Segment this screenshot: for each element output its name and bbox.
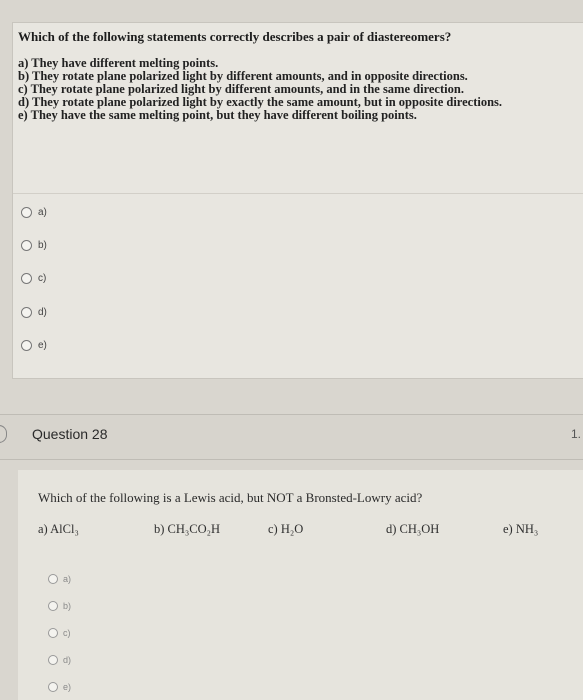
answer-statement-a: a) They have different melting points. [18, 56, 219, 70]
option-label: b) [63, 601, 72, 611]
question-27-text [18, 29, 578, 122]
option-e[interactable] [21, 340, 47, 351]
choice-c: c) H₂O [268, 522, 304, 536]
radio-button[interactable] [21, 340, 32, 351]
option-label: a) [38, 207, 47, 218]
question-27-panel [12, 22, 583, 379]
question-title: Question 28 [32, 426, 108, 442]
option-e[interactable] [48, 682, 71, 692]
option-label: d) [63, 655, 72, 665]
radio-button[interactable] [21, 307, 32, 318]
choice-e: e) NH₃ [503, 522, 539, 536]
option-a[interactable] [48, 574, 71, 584]
radio-button[interactable] [21, 273, 32, 284]
radio-button[interactable] [48, 628, 58, 638]
option-c[interactable] [48, 628, 71, 638]
option-label: c) [38, 273, 47, 284]
option-b[interactable] [48, 601, 71, 611]
divider [13, 193, 583, 194]
option-label: b) [38, 240, 47, 251]
radio-button[interactable] [21, 207, 32, 218]
choice-d: d) CH₃OH [386, 522, 440, 536]
radio-button[interactable] [48, 574, 58, 584]
option-b[interactable] [21, 240, 47, 251]
question-27-stem: Which of the following statements correctly describes a pair of diastereomers? [18, 29, 452, 44]
question-28-header [0, 414, 583, 460]
option-label: c) [63, 628, 71, 638]
answer-statement-d: d) They rotate plane polarized light by exactly the same amount, but in opposite directions. [18, 95, 503, 109]
answer-statement-b: b) They rotate plane polarized light by different amounts, and in opposite directions. [18, 69, 468, 83]
choice-a: a) AlCl₃ [38, 522, 79, 536]
question-28-panel [18, 470, 583, 700]
option-label: d) [38, 307, 47, 318]
radio-button[interactable] [21, 240, 32, 251]
option-label: e) [38, 340, 47, 351]
radio-button[interactable] [48, 601, 58, 611]
answer-statement-e: e) They have the same melting point, but they have different boiling points. [18, 108, 417, 122]
radio-button[interactable] [48, 655, 58, 665]
answer-statement-c: c) They rotate plane polarized light by different amounts, and in the same direction. [18, 82, 464, 96]
flag-icon[interactable] [0, 425, 7, 443]
option-d[interactable] [48, 655, 71, 665]
option-d[interactable] [21, 307, 47, 318]
option-label: e) [63, 682, 72, 692]
question-28-stem: Which of the following is a Lewis acid, but NOT a Bronsted-Lowry acid? [38, 490, 423, 505]
option-label: a) [63, 574, 72, 584]
choice-b: b) CH₃CO₂H [154, 522, 221, 536]
option-a[interactable] [21, 207, 47, 218]
option-c[interactable] [21, 273, 46, 284]
radio-button[interactable] [48, 682, 58, 692]
points-value: 1. [570, 427, 581, 441]
